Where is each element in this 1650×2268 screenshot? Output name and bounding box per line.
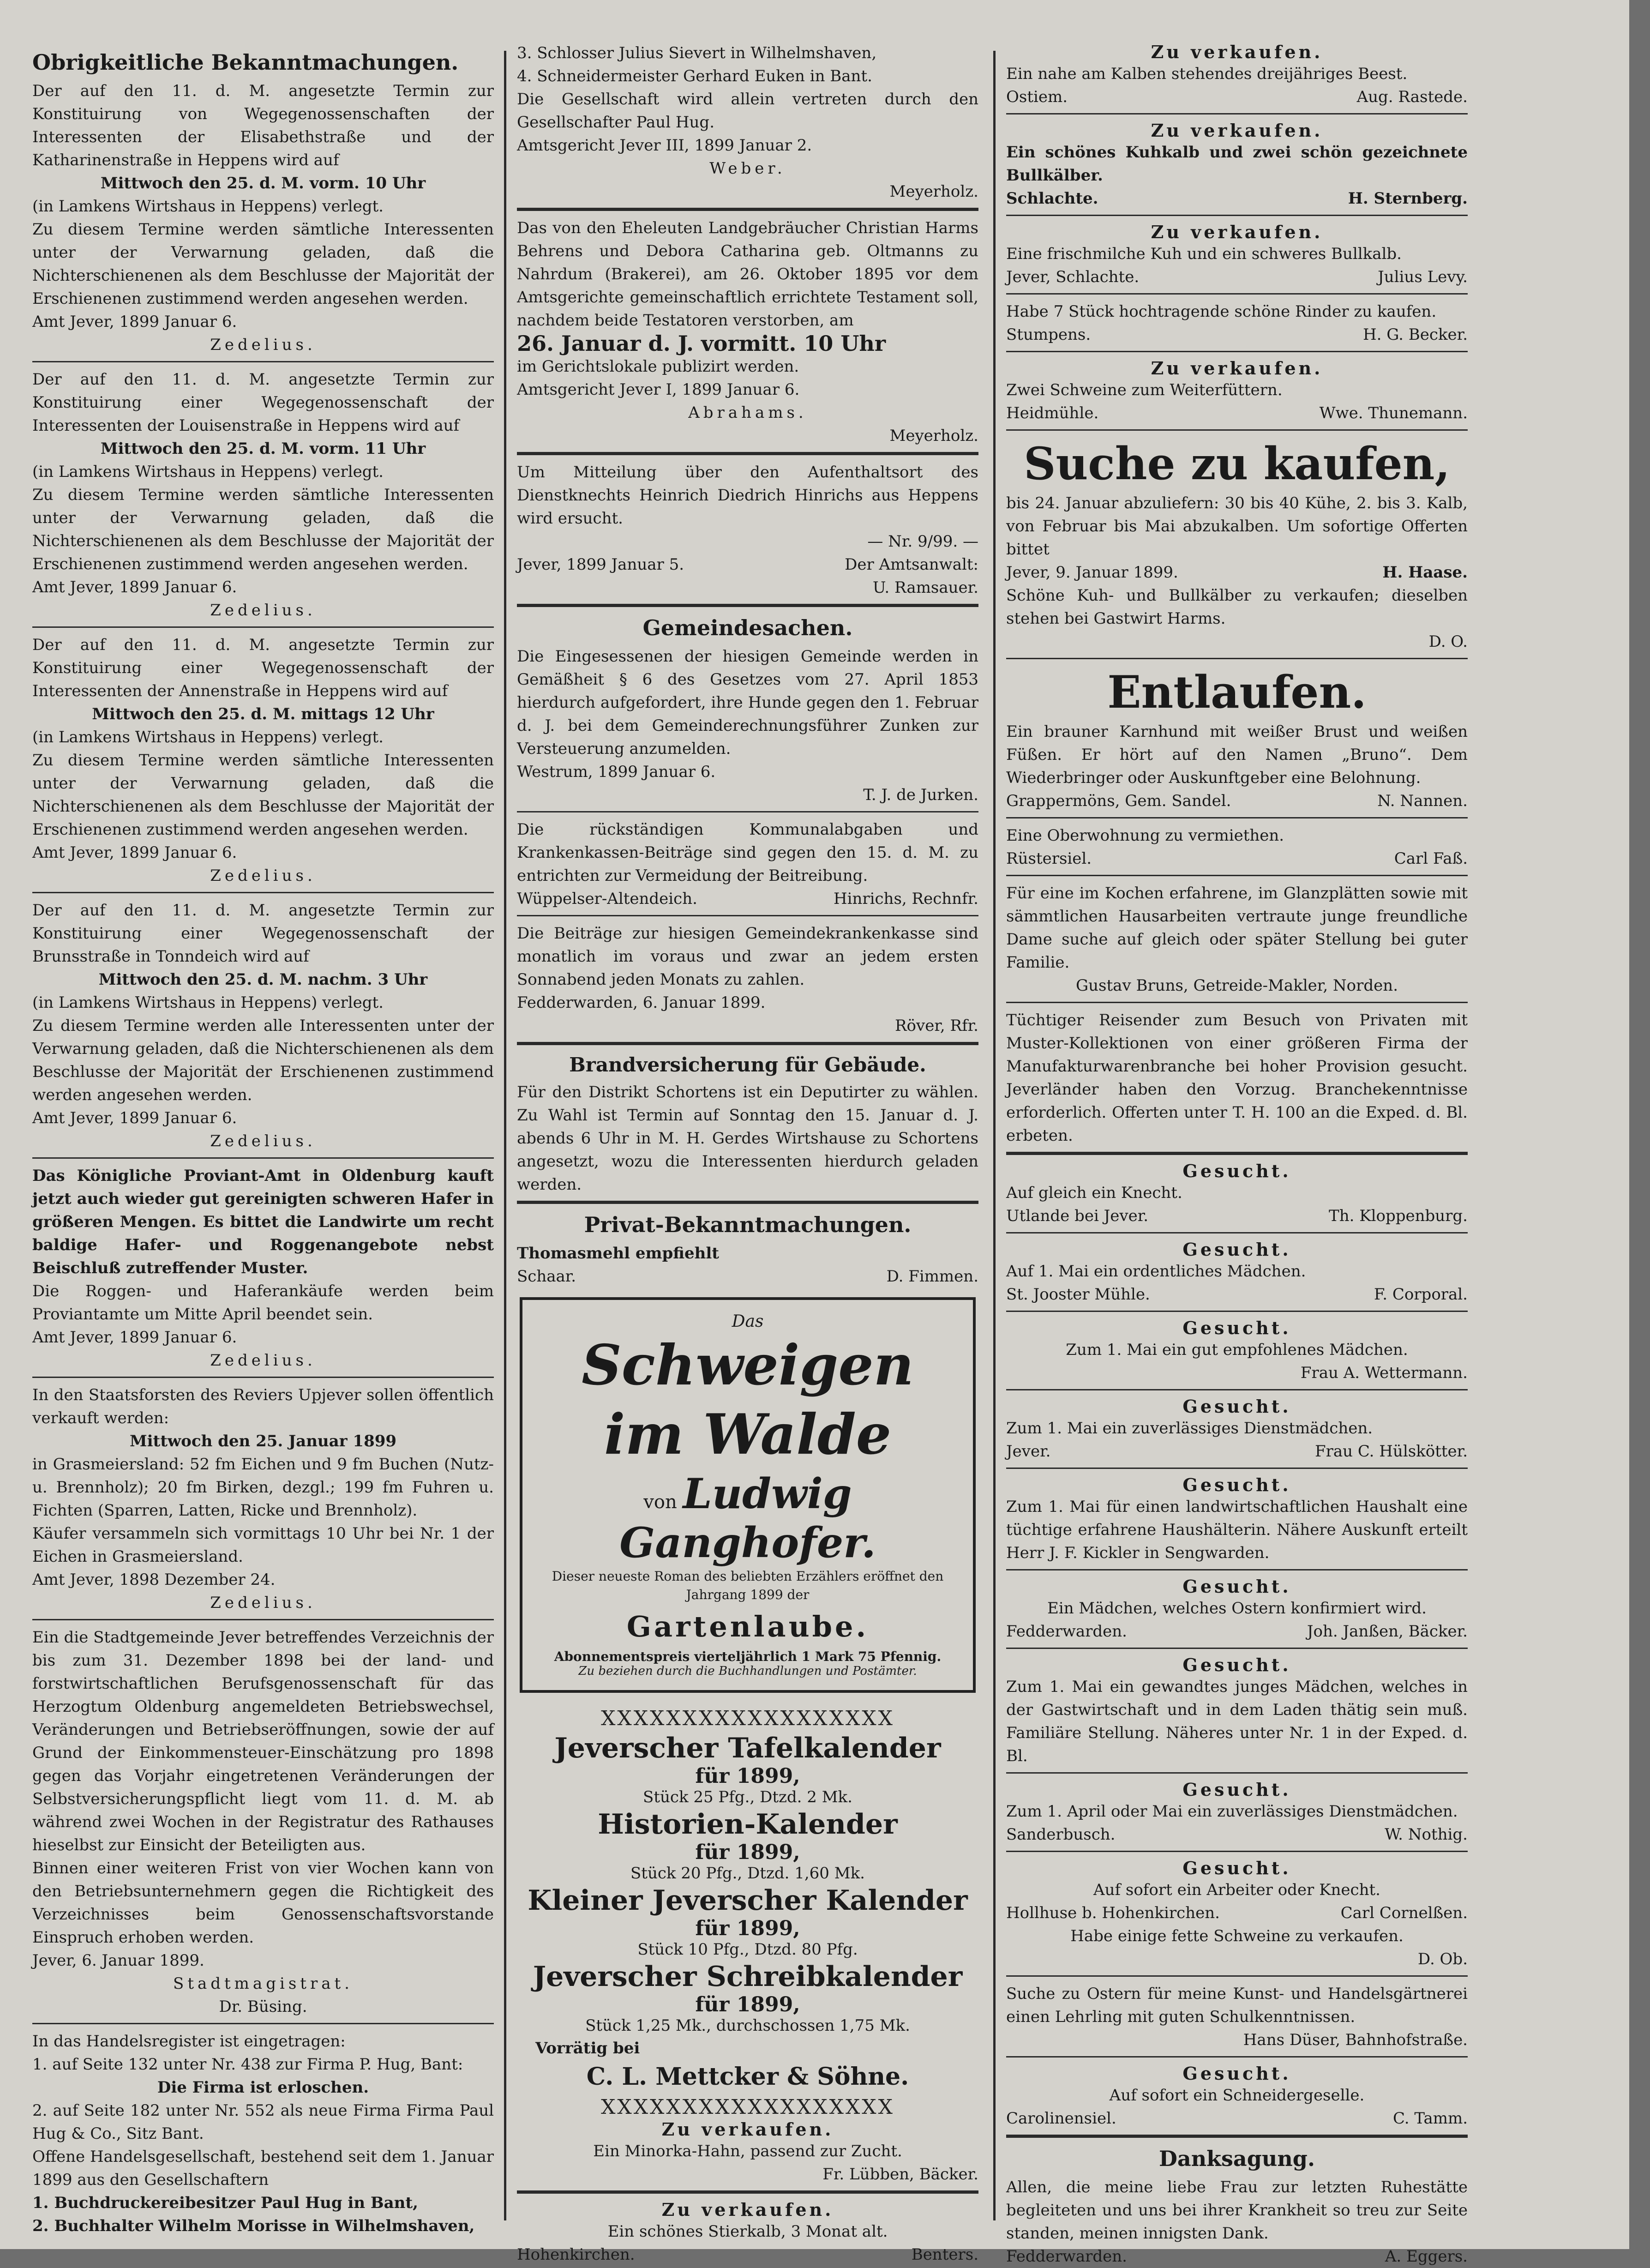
text-line: Wwe. Thunemann.	[1319, 404, 1468, 422]
ad-heading: Gesucht.	[1182, 1239, 1291, 1260]
signature-line	[1006, 2245, 1468, 2268]
text-line: Rüstersiel.	[1006, 849, 1092, 868]
text-line: Fedderwarden.	[1006, 2247, 1127, 2266]
separator	[1006, 215, 1468, 216]
separator	[517, 604, 978, 607]
ad-heading: Gesucht.	[1182, 2063, 1291, 2084]
signature-line	[1006, 323, 1468, 346]
text-line: Binnen einer weiteren Frist von vier Wochen kann von den Betriebsunternehmern gegen die Richtigkeit des Verzeichnisses beim Genossenschaftsvorstande Einspruch erhoben werden.	[32, 1859, 494, 1947]
text-line: bis 24. Januar abzuliefern: 30 bis 40 Kühe, 2. bis 3. Kalb, von Februar bis Mai abzukalben. Um sofortige Offerten bittet	[1006, 494, 1468, 559]
text-line: für 1899,	[695, 1764, 800, 1788]
text-line: Die Gesellschaft wird allein vertreten durch den Gesellschafter Paul Hug.	[517, 90, 978, 132]
text-line: Habe einige fette Schweine zu verkaufen.	[1070, 1927, 1404, 1945]
text-line: Zu beziehen durch die Buchhandlungen und Postämter.	[578, 1664, 917, 1678]
text-line: Amt Jever, 1899 Januar 6.	[32, 1328, 237, 1347]
text-line: Zum 1. Mai ein gut empfohlenes Mädchen.	[1066, 1341, 1408, 1359]
ad-item	[1006, 62, 1468, 108]
signature-line	[1006, 561, 1468, 584]
ad-heading: Gesucht.	[1182, 1317, 1291, 1338]
text-line: U. Ramsauer.	[872, 578, 978, 597]
text-line: für 1899,	[695, 1917, 800, 1940]
text-line: Meyerholz.	[889, 182, 978, 201]
text-line: Sanderbusch.	[1006, 1825, 1116, 1844]
ad-heading: Gesucht.	[1182, 1779, 1291, 1800]
separator	[32, 2023, 494, 2024]
text-line: Abonnementspreis vierteljährlich 1 Mark 75 Pfennig.	[554, 1649, 942, 1664]
separator	[517, 208, 978, 211]
text-line: für 1899,	[695, 1993, 800, 2016]
ad-heading: Zu verkaufen.	[1151, 222, 1323, 242]
text-line: (in Lamkens Wirtshaus in Heppens) verlegt.	[32, 728, 384, 746]
signature-line	[1006, 265, 1468, 289]
signature-line	[1006, 847, 1468, 870]
text-line: Amt Jever, 1898 Dezember 24.	[32, 1570, 276, 1589]
text-line: Jever, 9. Januar 1899.	[1006, 563, 1178, 582]
text-line: Zedelius.	[210, 1351, 316, 1370]
text-line: (in Lamkens Wirtshaus in Heppens) verlegt.	[32, 463, 384, 481]
text-line: In das Handelsregister ist eingetragen:	[32, 2032, 346, 2051]
notice-trade-register-cont	[517, 42, 978, 203]
ornament-border: XXXXXXXXXXXXXXXXXX	[601, 1707, 894, 1730]
notice-proviant	[32, 1164, 494, 1372]
text-line: Jever, Schlachte.	[1006, 268, 1140, 286]
text-line: Zu diesem Termine werden sämtliche Interessenten unter der Verwarnung geladen, daß die Nichterschienenen als dem Beschlusse der Majorität der Erschienenen zustimmend werden angesehen werden.	[32, 751, 494, 839]
separator	[32, 1377, 494, 1378]
text-line: 1. auf Seite 132 unter Nr. 438 zur Firma P. Hug, Bant:	[32, 2055, 463, 2074]
signature-line	[1006, 1823, 1468, 1846]
text-line: St. Jooster Mühle.	[1006, 1285, 1150, 1304]
signature-line	[1006, 1283, 1468, 1306]
separator	[1006, 1772, 1468, 1774]
text-line: Der auf den 11. d. M. angesetzte Termin zur Konstituirung einer Wegegenossenschaft der Brunsstraße in Tonndeich wird auf	[32, 901, 494, 966]
ad-item	[1006, 242, 1468, 289]
text-line: Käufer versammeln sich vormittags 10 Uhr bei Nr. 1 der Eichen in Grasmeiersland.	[32, 1524, 494, 1566]
text-line: Auf gleich ein Knecht.	[1006, 1184, 1182, 1202]
notice	[32, 79, 494, 356]
text-line: Frau C. Hülskötter.	[1315, 1442, 1468, 1461]
text-line: Die Beiträge zur hiesigen Gemeindekrankenkasse sind monatlich im voraus und zwar an jedem ersten Sonnabend jeden Monats zu zahlen.	[517, 924, 978, 989]
text-line: Der auf den 11. d. M. angesetzte Termin zur Konstituirung einer Wegegenossenschaft der Interessenten der Annenstraße in Heppens wird auf	[32, 636, 494, 700]
ad-lehrling	[1006, 1982, 1468, 2051]
ad-heading: Zu verkaufen.	[661, 2119, 834, 2140]
ad-minorka	[517, 2140, 978, 2186]
text-line: Für den Distrikt Schortens ist ein Deputirter zu wählen. Zu Wahl ist Termin auf Sonntag den 15. Januar d. J. abends 6 Uhr in M. H. Gerdes Wirtshause zu Schortens angesetzt, wozu die Interessenten hierdurch geladen werden.	[517, 1083, 978, 1194]
text-line: Carl Faß.	[1394, 849, 1468, 868]
separator	[32, 1157, 494, 1159]
text-line: Mittwoch den 25. d. M. nachm. 3 Uhr	[98, 970, 428, 989]
text-line: Zu diesem Termine werden sämtliche Interessenten unter der Verwarnung geladen, daß die Nichterschienenen als dem Beschlusse der Majorität der Erschienenen zustimmend werden angesehen werden.	[32, 486, 494, 573]
text-line: Jeverscher Tafelkalender	[554, 1732, 941, 1764]
column-middle	[517, 42, 978, 2264]
text-line: Jeverscher Schreibkalender	[533, 1961, 963, 1993]
text-line: In den Staatsforsten des Reviers Upjever sollen öffentlich verkauft werden:	[32, 1386, 494, 1427]
column-classifieds	[1006, 42, 1468, 2266]
text-line: Vorrätig bei	[535, 2039, 640, 2057]
text-line: Zedelius.	[210, 866, 316, 885]
separator	[1006, 351, 1468, 352]
text-line: Ein schönes Stierkalb, 3 Monat alt.	[607, 2222, 888, 2241]
text-line: N. Nannen.	[1377, 792, 1468, 810]
text-line: Dieser neueste Roman des beliebten Erzählers eröffnet den Jahrgang 1899 der	[552, 1569, 944, 1602]
separator	[32, 892, 494, 893]
text-line: Fr. Lübben, Bäcker.	[822, 2165, 978, 2184]
text-line: Amtsgericht Jever I, 1899 Januar 6.	[517, 380, 800, 399]
notice-health-fund	[517, 922, 978, 1037]
separator	[1006, 1389, 1468, 1390]
text-line: Ludwig Ganghofer.	[619, 1469, 876, 1567]
ad-gesucht	[1006, 1597, 1468, 1643]
notice-dogs	[517, 645, 978, 806]
text-line: Offene Handelsgesellschaft, bestehend seit dem 1. Januar 1899 aus den Gesellschaftern	[32, 2148, 494, 2189]
text-line: Suche zu Ostern für meine Kunst- und Handelsgärtnerei einen Lehrling mit guten Schulkenntnissen.	[1006, 1985, 1468, 2026]
text-line: Der Amtsanwalt:	[845, 555, 978, 574]
text-line: Jever, 6. Januar 1899.	[32, 1951, 204, 1970]
text-line: Joh. Janßen, Bäcker.	[1307, 1622, 1468, 1641]
ad-gesucht	[1006, 1800, 1468, 1846]
column-official-notices	[32, 42, 494, 2235]
text-line: Mittwoch den 25. d. M. vorm. 11 Uhr	[100, 439, 426, 458]
text-line: Jever, 1899 Januar 5.	[517, 555, 684, 574]
notice	[32, 633, 494, 887]
calendar-item	[517, 1808, 978, 1883]
text-line: Zwei Schweine zum Weiterfüttern.	[1006, 381, 1283, 399]
separator	[1006, 1648, 1468, 1649]
ad-title-entlaufen: Entlaufen.	[1107, 666, 1367, 718]
separator	[1006, 875, 1468, 876]
section-title: Obrigkeitliche Bekanntmachungen.	[32, 50, 459, 75]
signature-line	[1006, 1204, 1468, 1227]
text-line: Mittwoch den 25. Januar 1899	[129, 1432, 397, 1450]
ad-gesucht	[1006, 1260, 1468, 1306]
text-line: Hinrichs, Rechnfr.	[833, 890, 978, 908]
ad-gesucht	[1006, 1495, 1468, 1564]
text-line: Mittwoch den 25. d. M. vorm. 10 Uhr	[100, 174, 426, 193]
text-line: Hollhuse b. Hohenkirchen.	[1006, 1904, 1220, 1922]
section-title: Privat-Bekanntmachungen.	[584, 1212, 912, 1237]
text-line: Kleiner Jeverscher Kalender	[528, 1884, 968, 1917]
text-line: Wüppelser-Altendeich.	[517, 890, 697, 908]
text-line: Die Eingesessenen der hiesigen Gemeinde werden in Gemäßheit § 6 des Gesetzes vom 27. April 1853 hierdurch aufgefordert, ihre Hunde gegen den 1. Februar d. J. bei dem Gemeinderechnungsführer Zunken zur Versteuerung anzumelden.	[517, 647, 978, 758]
text-line: T. J. de Jurken.	[863, 786, 978, 804]
separator	[1006, 293, 1468, 295]
text-line: Ein Minorka-Hahn, passend zur Zucht.	[593, 2142, 902, 2160]
column-rule	[993, 51, 996, 2220]
separator	[517, 811, 978, 812]
calendar-item	[517, 1884, 978, 1959]
text-line: Eine Oberwohnung zu vermiethen.	[1006, 826, 1284, 845]
notice-fire-insurance	[517, 1081, 978, 1196]
text-line: D. Ob.	[1417, 1950, 1468, 1968]
text-line: Gustav Bruns, Getreide-Makler, Norden.	[1076, 976, 1398, 995]
text-line: Schweigen im Walde	[582, 1333, 914, 1467]
text-line: Stück 1,25 Mk., durchschossen 1,75 Mk.	[585, 2016, 910, 2035]
separator	[32, 1619, 494, 1620]
signature-line	[1006, 2107, 1468, 2130]
text-line: 26. Januar d. J. vormitt. 10 Uhr	[517, 331, 886, 356]
text-line: Stadtmagistrat.	[173, 1974, 353, 1993]
ad-koch	[1006, 882, 1468, 997]
text-line: Amt Jever, 1899 Januar 6.	[32, 313, 237, 331]
text-line: in Grasmeiersland: 52 fm Eichen und 9 fm Buchen (Nutz- u. Brennholz); 20 fm Birken, dezgl.; 199 fm Fuhren u. Fichten (Sparren, Latten, Ricke und Brennholz).	[32, 1455, 494, 1520]
ad-heading: Zu verkaufen.	[1151, 42, 1323, 62]
text-line: Hohenkirchen.	[517, 2245, 635, 2264]
text-line: Die Roggen- und Haferankäufe werden beim Proviantamte um Mitte April beendet sein.	[32, 1282, 494, 1324]
text-line: Thomasmehl empfiehlt	[517, 1244, 719, 1263]
ad-danksagung	[1006, 2176, 1468, 2268]
text-line: Schöne Kuh- und Bullkälber zu verkaufen; dieselben stehen bei Gastwirt Harms.	[1006, 586, 1468, 628]
ad-gesucht	[1006, 1675, 1468, 1768]
signature-line	[1006, 789, 1468, 812]
text-line: Th. Kloppenburg.	[1329, 1207, 1468, 1225]
ad-heading: Gesucht.	[1182, 1161, 1291, 1181]
ad-title-suche: Suche zu kaufen,	[1024, 438, 1450, 490]
text-line: — Nr. 9/99. —	[867, 532, 978, 551]
column-rule	[504, 51, 506, 2220]
ad-gesucht	[1006, 1338, 1468, 1384]
text-line: Hans Düser, Bahnhofstraße.	[1243, 2031, 1468, 2049]
separator	[1006, 1569, 1468, 1570]
text-line: Amtsgericht Jever III, 1899 Januar 2.	[517, 136, 812, 155]
separator	[32, 361, 494, 362]
text-line: Zum 1. Mai ein zuverlässiges Dienstmädchen.	[1006, 1419, 1373, 1438]
ad-stierkalb	[517, 2220, 978, 2266]
text-line: Zum 1. Mai ein gewandtes junges Mädchen, welches in der Gastwirtschaft und in dem Laden thätig sein muß. Familiäre Stellung. Näheres unter Nr. 1 in der Exped. d. Bl.	[1006, 1678, 1468, 1765]
signature-line	[517, 2243, 978, 2266]
text-line: Schlachte.	[1006, 189, 1098, 208]
separator	[1006, 1851, 1468, 1852]
text-line: Stück 10 Pfg., Dtzd. 80 Pfg.	[637, 1940, 858, 1959]
text-line: Carolinensiel.	[1006, 2109, 1116, 2128]
ad-item	[1006, 141, 1468, 210]
text-line: Heidmühle.	[1006, 404, 1099, 422]
text-line: 2. auf Seite 182 unter Nr. 552 als neue Firma Firma Paul Hug & Co., Sitz Bant.	[32, 2101, 494, 2143]
section-title: Gemeindesachen.	[642, 615, 853, 640]
text-line: Jever.	[1006, 1442, 1051, 1461]
separator	[1006, 2135, 1468, 2138]
text-line: D. Fimmen.	[886, 1267, 978, 1286]
ad-heading: Zu verkaufen.	[1151, 120, 1323, 141]
text-line: für 1899,	[695, 1841, 800, 1864]
ad-heading: Gesucht.	[1182, 1576, 1291, 1597]
text-line: Das von den Eheleuten Landgebräucher Christian Harms Behrens und Debora Catharina geb. Oltmanns zu Nahrdum (Brakerei), am 26. Oktober 1895 vor dem Amtsgerichte gemeinschaftlich errichtete Testament soll, nachdem beide Testatoren verstorben, am	[517, 219, 978, 330]
text-line: Der auf den 11. d. M. angesetzte Termin zur Konstituirung von Wegegenossenschaften der Interessenten der Elisabethstraße und der Katharinenstraße in Heppens wird auf	[32, 82, 494, 169]
ad-entlaufen	[1006, 720, 1468, 812]
ornament-border: XXXXXXXXXXXXXXXXXX	[601, 2095, 894, 2119]
text-line: Schaar.	[517, 1267, 576, 1286]
text-line: Abrahams.	[688, 403, 807, 422]
text-line: Stück 25 Pfg., Dtzd. 2 Mk.	[643, 1788, 852, 1806]
ad-thomasmehl	[517, 1242, 978, 1288]
signature-line	[517, 1265, 978, 1288]
separator	[1006, 429, 1468, 431]
text-line: Das	[732, 1312, 764, 1331]
text-line: Ein Mädchen, welches Ostern konfirmiert wird.	[1047, 1599, 1427, 1618]
publisher-name: C. L. Mettcker & Söhne.	[586, 2063, 909, 2091]
section-title: Brandversicherung für Gebäude.	[569, 1053, 926, 1076]
text-line: im Gerichtslokale publizirt werden.	[517, 357, 799, 376]
ad-gartenlaube	[520, 1297, 976, 1693]
ad-heading: Zu verkaufen.	[1151, 358, 1323, 379]
text-line: Das Königliche Proviant-Amt in Oldenburg kauft jetzt auch wieder gut gereinigten schweren Hafer in größeren Mengen. Es bittet die Landwirte um recht baldige Hafer- und Roggenangebote nebst Beischluß zutreffender Muster.	[32, 1167, 494, 1277]
text-line: H. Sternberg.	[1348, 189, 1468, 208]
text-line: Amt Jever, 1899 Januar 6.	[32, 578, 237, 596]
ad-gesucht	[1006, 1878, 1468, 1971]
text-line: Zedelius.	[210, 1594, 316, 1612]
text-line: Tüchtiger Reisender zum Besuch von Privaten mit Muster-Kollektionen von einer größeren Firma der Manufakturwarenbranche bei hoher Provision gesucht. Jeverländer haben den Vorzug. Branchekenntnisse erforderlich. Offerten unter T. H. 100 an die Exped. d. Bl. erbeten.	[1006, 1011, 1468, 1145]
text-line: Zu diesem Termine werden alle Interessenten unter der Verwarnung geladen, daß die Nichterschienenen als dem Beschlusse der Majorität der Erschienenen zustimmend werden angesehen werden.	[32, 1017, 494, 1104]
separator	[517, 915, 978, 916]
text-line: Röver, Rfr.	[894, 1017, 978, 1035]
signature-line	[1006, 402, 1468, 425]
text-line: Habe 7 Stück hochtragende schöne Rinder zu kaufen.	[1006, 302, 1437, 321]
text-line: Zedelius.	[210, 1132, 316, 1150]
text-line: 3. Schlosser Julius Sievert in Wilhelmshaven,	[517, 44, 877, 62]
text-line: Zu diesem Termine werden sämtliche Interessenten unter der Verwarnung geladen, daß die Nichterschienenen als dem Beschlusse der Majorität der Erschienenen zustimmend werden angesehen werden.	[32, 220, 494, 308]
ad-heading: Gesucht.	[1182, 1396, 1291, 1417]
notice-register	[32, 1626, 494, 2018]
text-line: von	[643, 1492, 677, 1513]
text-line: Ein nahe am Kalben stehendes dreijähriges Beest.	[1006, 65, 1408, 83]
text-line: Ein schönes Kuhkalb und zwei schön gezeichnete Bullkälber.	[1006, 143, 1468, 185]
text-line: Dr. Büsing.	[219, 1997, 307, 2016]
text-line: Fedderwarden.	[1006, 1622, 1127, 1641]
signature-line	[1006, 1620, 1468, 1643]
text-line: Ein brauner Karnhund mit weißer Brust und weißen Füßen. Er hört auf den Namen „Bruno“. Dem Wiederbringer oder Auskunftgeber eine Belohnung.	[1006, 722, 1468, 787]
separator	[1006, 1232, 1468, 1233]
signature-line	[1006, 1901, 1468, 1925]
separator	[32, 626, 494, 628]
signature-line	[1006, 85, 1468, 108]
separator	[1006, 1002, 1468, 1003]
ad-heading: Gesucht.	[1182, 1858, 1291, 1878]
text-line: Die rückständigen Kommunalabgaben und Krankenkassen-Beiträge sind gegen den 15. d. M. zu entrichten zur Vermeidung der Beitreibung.	[517, 820, 978, 885]
ad-schneider	[1006, 2084, 1468, 2130]
separator	[1006, 817, 1468, 818]
text-line: Mittwoch den 25. d. M. mittags 12 Uhr	[92, 705, 434, 723]
text-line: H. Haase.	[1382, 563, 1468, 582]
text-line: Carl Cornelßen.	[1340, 1904, 1468, 1922]
separator	[1006, 1975, 1468, 1977]
text-line: Eine frischmilche Kuh und ein schweres Bullkalb.	[1006, 245, 1402, 263]
notice-forest	[32, 1384, 494, 1614]
text-line: C. Tamm.	[1392, 2109, 1468, 2128]
ad-suche	[1006, 492, 1468, 653]
text-line: Amt Jever, 1899 Januar 6.	[32, 1109, 237, 1127]
text-line: Stück 20 Pfg., Dtzd. 1,60 Mk.	[630, 1864, 865, 1883]
text-line: H. G. Becker.	[1362, 325, 1468, 344]
text-line: Historien-Kalender	[598, 1808, 898, 1841]
signature-line	[517, 887, 978, 910]
text-line: Frau A. Wettermann.	[1300, 1364, 1468, 1382]
calendar-item	[517, 1961, 978, 2035]
notice-whereabouts	[517, 461, 978, 599]
text-line: Der auf den 11. d. M. angesetzte Termin zur Konstituirung einer Wegegenossenschaft der Interessenten der Louisenstraße in Heppens wird auf	[32, 370, 494, 435]
ad-gesucht	[1006, 1181, 1468, 1227]
text-line: Aug. Rastede.	[1356, 88, 1468, 106]
notice-levies	[517, 818, 978, 910]
separator	[1006, 113, 1468, 114]
section-title: Danksagung.	[1159, 2146, 1315, 2171]
text-line: 4. Schneidermeister Gerhard Euken in Bant.	[517, 67, 872, 85]
text-line: Zedelius.	[210, 336, 316, 354]
text-line: Stumpens.	[1006, 325, 1091, 344]
text-line: (in Lamkens Wirtshaus in Heppens) verlegt.	[32, 993, 384, 1012]
text-line: Auf sofort ein Arbeiter oder Knecht.	[1093, 1881, 1380, 1899]
notice-testament	[517, 217, 978, 447]
text-line: Zum 1. Mai für einen landwirtschaftlichen Haushalt eine tüchtige erfahrene Haushälterin. Nähere Auskunft erteilt Herr J. F. Kickler in Sengwarden.	[1006, 1498, 1468, 1562]
text-line: F. Corporal.	[1374, 1285, 1468, 1304]
separator	[1006, 2056, 1468, 2057]
text-line: Gartenlaube.	[626, 1610, 869, 1643]
text-line: Auf sofort ein Schneidergeselle.	[1109, 2086, 1365, 2105]
separator	[1006, 1468, 1468, 1469]
text-line: Ein die Stadtgemeinde Jever betreffendes Verzeichnis der bis zum 31. Dezember 1898 bei der land- und forstwirtschaftlichen Berufsgenossenschaft für das Herzogtum Oldenburg angemeldeten Betriebswechsel, Veränderungen und Betriebseröffnungen, sowie der auf Grund der Einkommensteuer-Einschätzung pro 1898 gegen das Vorjahr eingetretenen Veränderungen der Selbstversicherungspflicht liegt vom 11. d. M. ab während zwei Wochen in der Registratur des Rathauses hieselbst zur Einsicht der Beteiligten aus.	[32, 1628, 494, 1854]
text-line: Grappermöns, Gem. Sandel.	[1006, 792, 1231, 810]
text-line: Julius Levy.	[1378, 268, 1468, 286]
separator	[1006, 1311, 1468, 1312]
separator	[1006, 658, 1468, 659]
ad-gesucht	[1006, 1417, 1468, 1463]
text-line: Meyerholz.	[889, 427, 978, 445]
text-line: A. Eggers.	[1385, 2247, 1468, 2266]
text-line: Um Mitteilung über den Aufenthaltsort des Dienstknechts Heinrich Diedrich Hinrichs aus Heppens wird ersucht.	[517, 463, 978, 528]
signature-line	[1006, 1440, 1468, 1463]
notice	[32, 899, 494, 1153]
text-line: Fedderwarden, 6. Januar 1899.	[517, 993, 766, 1012]
ad-heading: Gesucht.	[1182, 1474, 1291, 1495]
text-line: Benters.	[911, 2245, 978, 2264]
text-line: Zedelius.	[210, 601, 316, 620]
text-line: 1. Buchdruckereibesitzer Paul Hug in Bant,	[32, 2194, 418, 2212]
ad-heading: Gesucht.	[1182, 1654, 1291, 1675]
text-line: 2. Buchhalter Wilhelm Morisse in Wilhelmshaven,	[32, 2217, 475, 2235]
text-line: Amt Jever, 1899 Januar 6.	[32, 843, 237, 862]
calendar-item	[517, 1732, 978, 1806]
ad-reisender	[1006, 1009, 1468, 1147]
ad-item	[1006, 379, 1468, 425]
ad-heading: Zu verkaufen.	[661, 2199, 834, 2220]
separator	[517, 452, 978, 455]
text-line: W. Nothig.	[1385, 1825, 1468, 1844]
signature-line	[517, 553, 978, 576]
text-line: Für eine im Kochen erfahrene, im Glanzplätten sowie mit sämmtlichen Hausarbeiten vertraute junge freundliche Dame suche auf gleich oder später Stellung bei guter Familie.	[1006, 884, 1468, 972]
ad-wohnung	[1006, 824, 1468, 870]
separator	[517, 2190, 978, 2194]
notice-trade-register	[32, 2030, 494, 2238]
text-line: D. O.	[1428, 632, 1468, 651]
separator	[517, 1042, 978, 1045]
notice	[32, 368, 494, 622]
text-line: Ostiem.	[1006, 88, 1068, 106]
ad-item	[1006, 300, 1468, 346]
text-line: Zum 1. April oder Mai ein zuverlässiges Dienstmädchen.	[1006, 1802, 1458, 1821]
text-line: Allen, die meine liebe Frau zur letzten Ruhestätte begleiteten und uns bei ihrer Krankheit so treu zur Seite standen, meinen innigsten Dank.	[1006, 2178, 1468, 2243]
text-line: Utlande bei Jever.	[1006, 1207, 1149, 1225]
separator	[517, 1201, 978, 1204]
text-line: Auf 1. Mai ein ordentliches Mädchen.	[1006, 1262, 1306, 1281]
signature-line	[1006, 187, 1468, 210]
text-line: (in Lamkens Wirtshaus in Heppens) verlegt.	[32, 197, 384, 216]
text-line: Weber.	[709, 159, 786, 178]
separator	[1006, 1152, 1468, 1155]
text-line: Westrum, 1899 Januar 6.	[517, 763, 716, 781]
text-line: Die Firma ist erloschen.	[157, 2078, 369, 2097]
